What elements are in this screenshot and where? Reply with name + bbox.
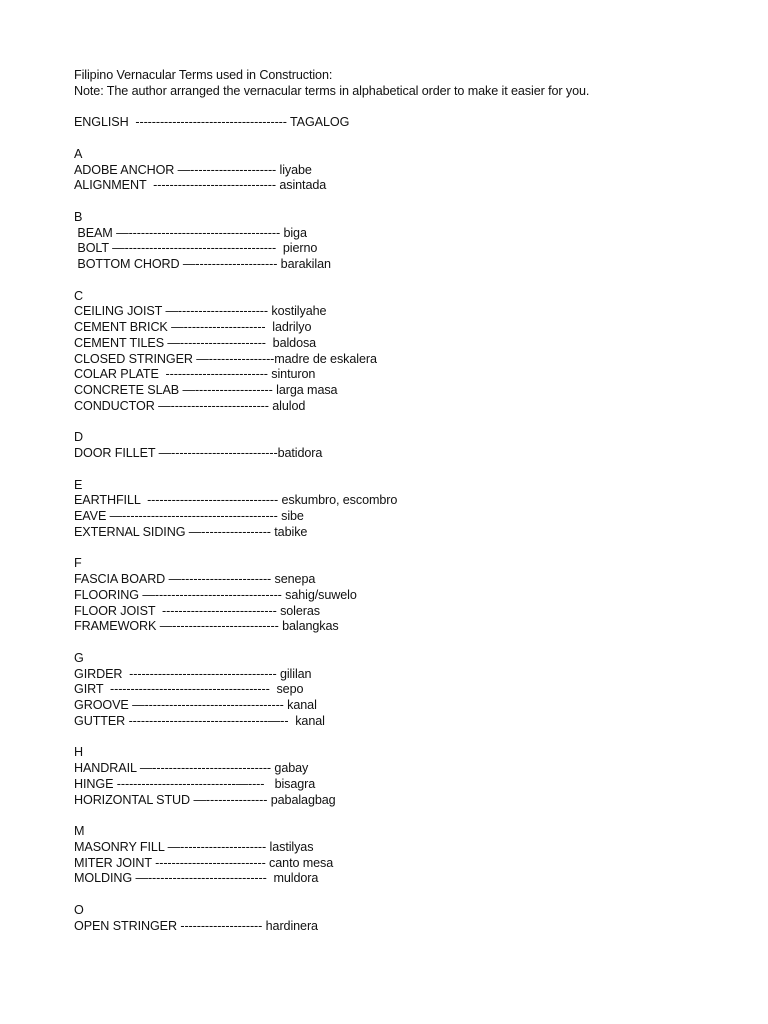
term-entry: MOLDING —----------------------------- muldora [74,871,319,886]
term-entry: CEMENT BRICK —-------------------- ladrilyo [74,320,312,334]
term-entry: HORIZONTAL STUD —--------------- pabalagbag [74,792,336,807]
term-entry: GIRT --------------------------------------- sepo [74,682,304,697]
section-letter: G [74,650,84,665]
term-entry: BEAM —------------------------------------- biga [74,225,307,240]
term-entry: EAVE —-------------------------------------- sibe [74,509,304,523]
section-letter: D [74,430,83,445]
term-entry: HANDRAIL —----------------------------- gabay [74,761,309,775]
section-letter: O [74,902,84,917]
term-entry: HINGE -----------------------------—---- bisagra [74,776,316,791]
section-letter: M [74,824,85,838]
column-header: ENGLISH ------------------------------------- TAGALOG [74,115,350,130]
term-entry: FLOORING —------------------------------- sahig/suwelo [74,587,357,602]
term-entry: GUTTER ----------------------------------—-- kanal [74,713,325,728]
term-entry: CLOSED STRINGER —----------------madre de eskalera [74,351,377,366]
term-entry: GROOVE —---------------------------------- kanal [74,698,317,712]
section-letter: H [74,745,83,760]
section-gap [74,635,754,651]
term-entry: COLAR PLATE ------------------------- sinturon [74,367,316,382]
term-entry: BOTTOM CHORD —-------------------- barakilan [74,257,331,271]
document-title: Filipino Vernacular Terms used in Construction: [74,68,333,82]
spacer [74,100,754,116]
term-entry: CONCRETE SLAB —------------------- larga masa [74,383,338,397]
section-gap [74,808,754,824]
term-entry: FASCIA BOARD —---------------------- senepa [74,572,316,586]
term-sections [74,131,754,934]
section-letter: A [74,146,83,161]
term-entry: BOLT —------------------------------------- pierno [74,241,318,256]
term-entry: GIRDER ------------------------------------ gililan [74,666,312,681]
section-gap [74,131,754,147]
term-entry: FRAMEWORK —-------------------------- balangkas [74,619,339,634]
term-entry: CEILING JOIST —---------------------- kostilyahe [74,304,327,319]
section-gap [74,887,754,903]
section-gap [74,730,754,746]
section-gap [74,541,754,557]
term-entry: MITER JOINT --------------------------- canto mesa [74,855,334,870]
section-gap [74,415,754,431]
author-note: Note: The author arranged the vernacular terms in alphabetical order to make it easier for you. [74,83,590,98]
term-entry: CONDUCTOR —------------------------ alulod [74,398,306,413]
section-gap [74,194,754,210]
term-entry: CEMENT TILES —--------------------- baldosa [74,335,317,350]
term-entry: MASONRY FILL —--------------------- lastilyas [74,839,314,854]
term-entry: FLOOR JOIST ---------------------------- soleras [74,603,320,618]
section-letter: E [74,477,83,492]
section-letter: C [74,288,83,303]
section-gap [74,273,754,289]
term-entry: ADOBE ANCHOR —--------------------- liyabe [74,162,312,177]
section-gap [74,462,754,478]
term-entry: EARTHFILL -------------------------------- eskumbro, escombro [74,493,398,508]
term-entry: ALIGNMENT ------------------------------ asintada [74,178,327,193]
term-entry: OPEN STRINGER -------------------- hardinera [74,918,318,933]
term-entry: DOOR FILLET —--------------------------batidora [74,446,323,460]
document-page [74,68,754,934]
term-entry: EXTERNAL SIDING —----------------- tabike [74,524,308,539]
section-letter: B [74,209,83,224]
section-letter: F [74,556,82,571]
